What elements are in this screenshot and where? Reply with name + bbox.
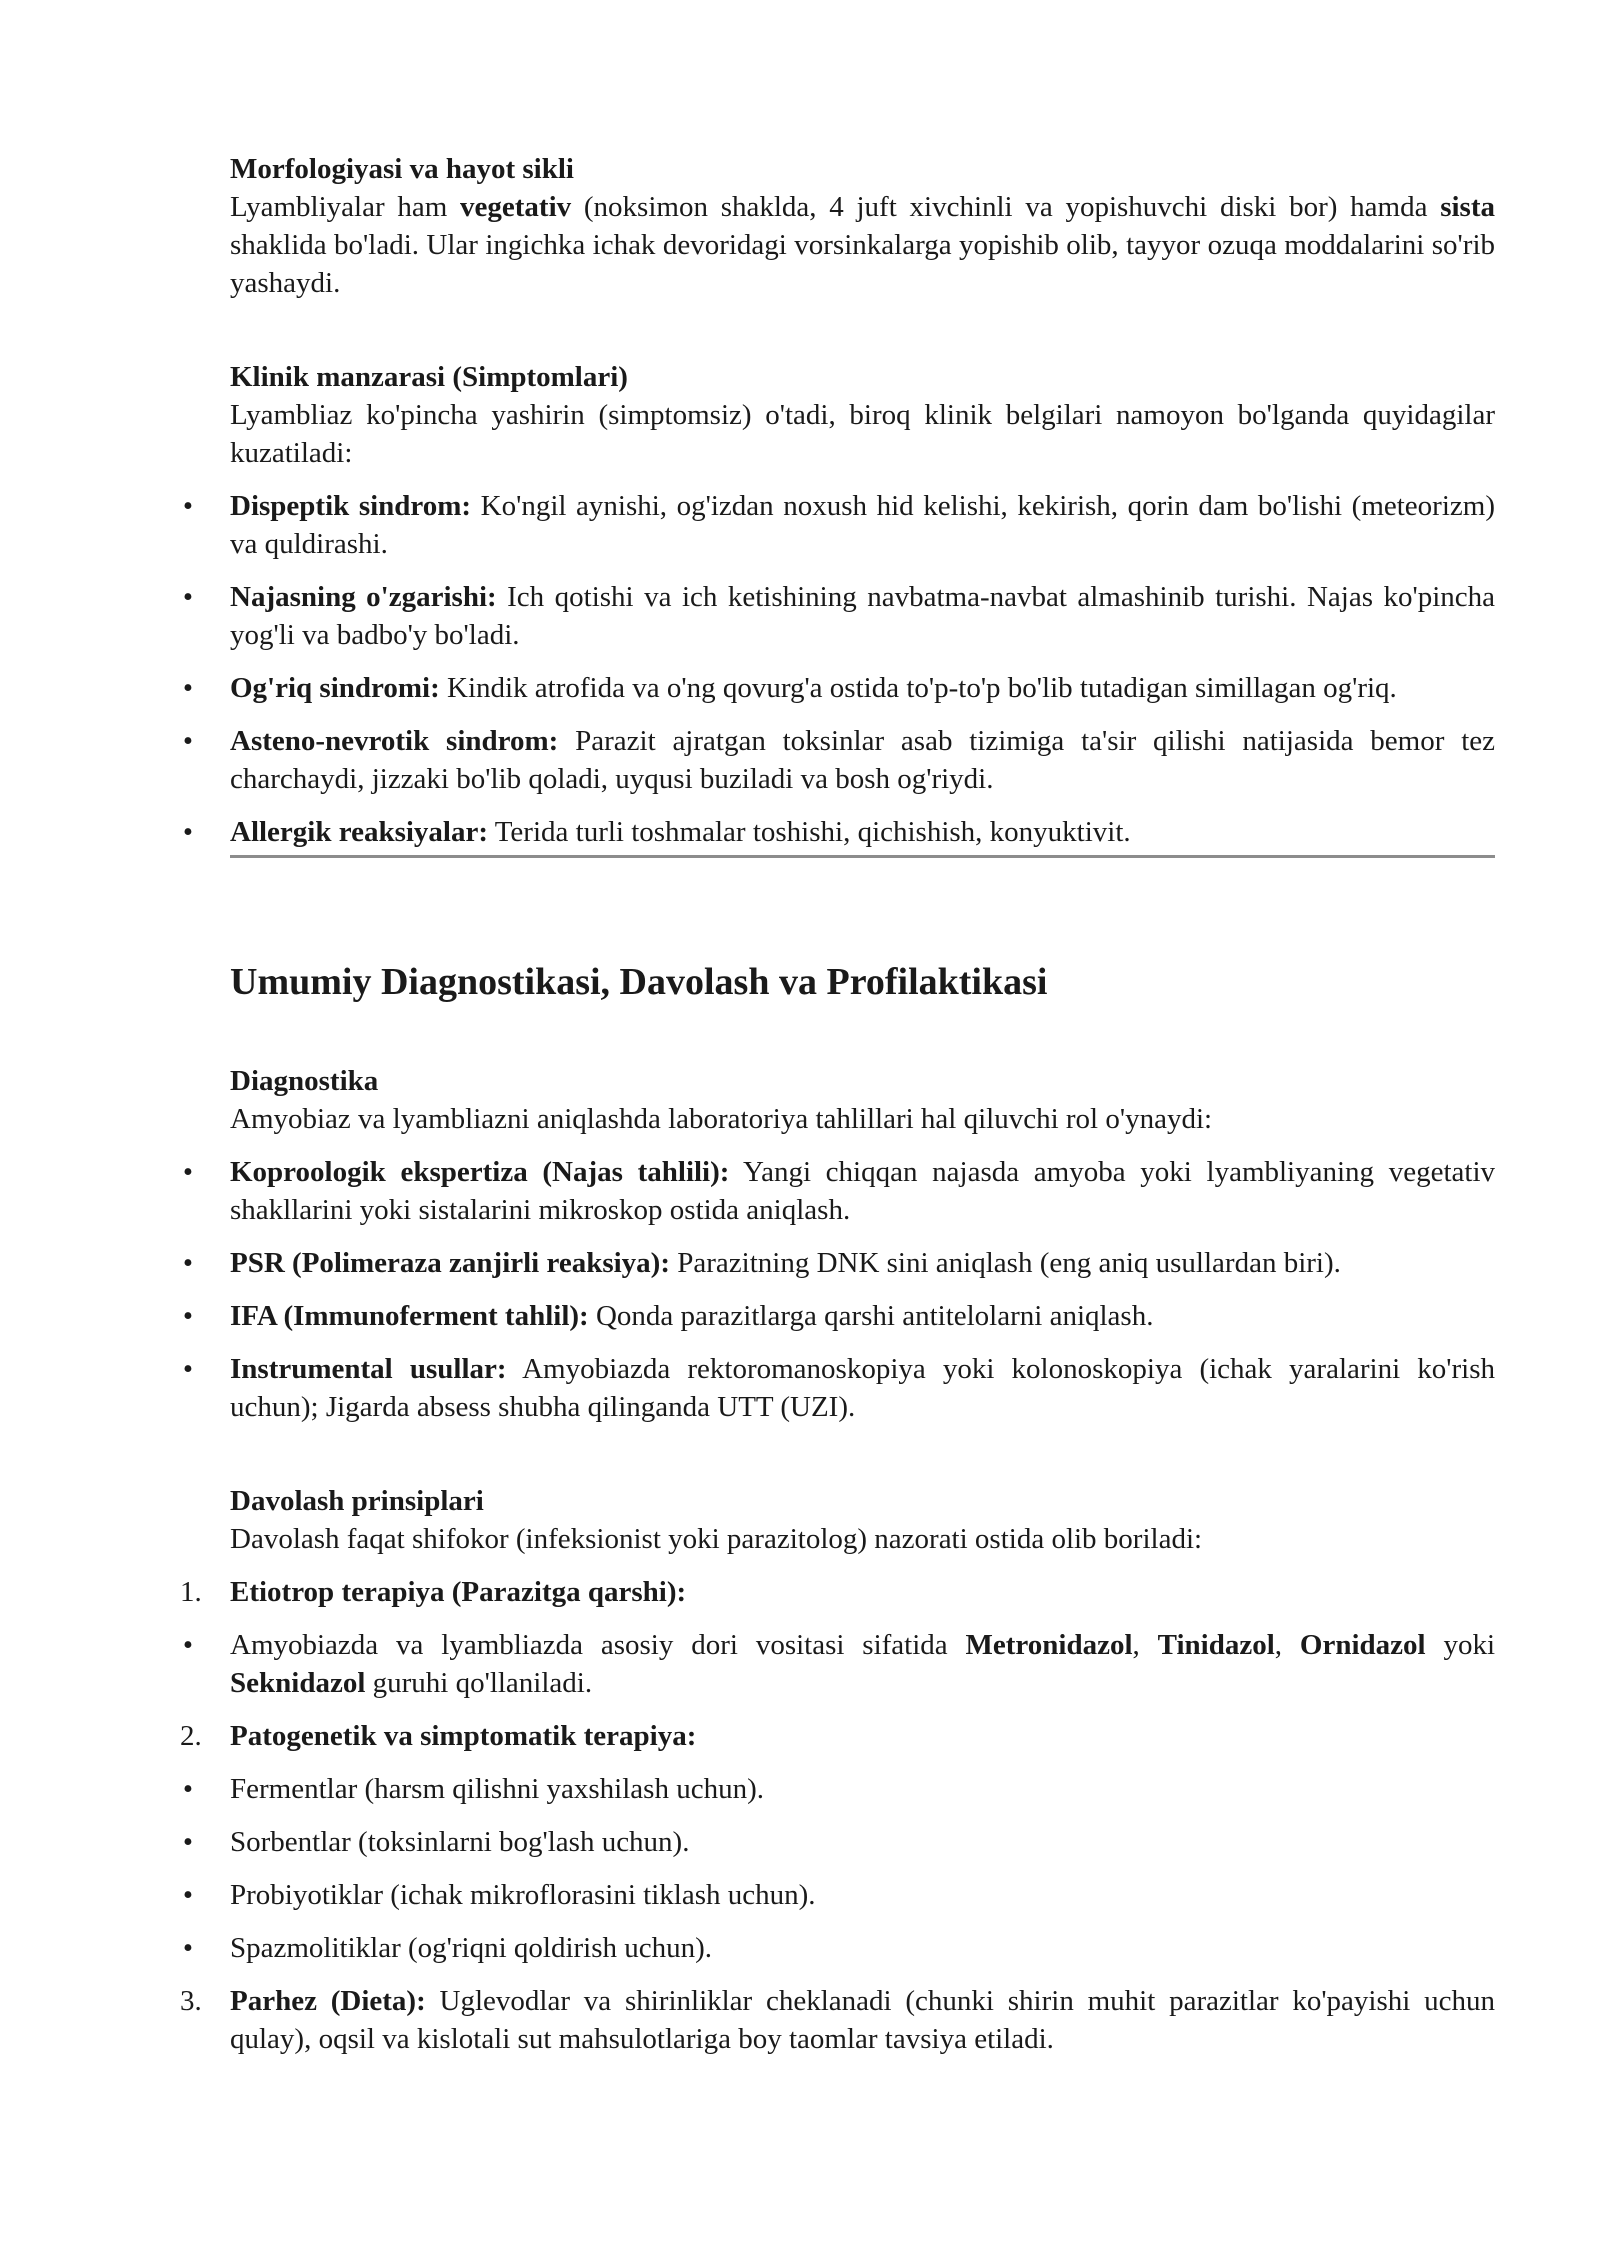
clinical-heading: Klinik manzarasi (Simptomlari) — [230, 361, 628, 393]
list-item — [182, 1770, 1495, 1808]
bullet-icon: • — [182, 1353, 194, 1385]
item-text: Qonda parazitlarga qarshi antitelolarni aniqlash. — [588, 1300, 1154, 1332]
numbered-item — [180, 1982, 1495, 2058]
term-sista: sista — [1440, 191, 1495, 223]
document-page — [180, 150, 1496, 2058]
clinical-intro: Lyambliaz ko'pincha yashirin (simptomsiz) o'tadi, biroq klinik belgilari namoyon bo'lganda quyidagilar kuzatiladi: — [230, 399, 1495, 469]
bullet-icon: • — [182, 816, 194, 848]
list-item — [182, 1244, 1495, 1282]
text-run: guruhi qo'llaniladi. — [365, 1667, 593, 1699]
term-vegetativ: vegetativ — [460, 191, 572, 223]
item-term: IFA (Immunoferment tahlil): — [230, 1300, 589, 1332]
text-run: , — [1132, 1629, 1158, 1661]
treatment-intro: Davolash faqat shifokor (infeksionist yoki parazitolog) nazorati ostida olib boriladi: — [230, 1523, 1203, 1555]
symptom-list — [182, 487, 1495, 851]
list-item — [182, 669, 1495, 707]
item-term: Parhez (Dieta): — [230, 1985, 426, 2017]
item-text: Parazit ajratgan toksinlar asab tizimiga ta'sir qilishi natijasida bemor tez charchaydi, jizzaki bo'lib qoladi, uyqusi buziladi va bosh og'riydi. — [230, 725, 1495, 795]
item-text: Parazitning DNK sini aniqlash (eng aniq usullardan biri). — [670, 1247, 1341, 1279]
item-text: Sorbentlar (toksinlarni bog'lash uchun). — [230, 1826, 690, 1858]
treatment-heading: Davolash prinsiplari — [230, 1485, 484, 1517]
bullet-icon: • — [182, 1247, 194, 1279]
bullet-icon: • — [182, 581, 194, 613]
section-title: Umumiy Diagnostikasi, Davolash va Profilaktikasi — [230, 961, 1048, 1003]
bullet-icon: • — [182, 672, 194, 704]
item-term: Najasning o'zgarishi: — [230, 581, 497, 613]
bullet-icon: • — [182, 1629, 194, 1661]
list-item — [182, 1823, 1495, 1861]
bullet-icon: • — [182, 1879, 194, 1911]
morphology-paragraph — [230, 188, 1495, 302]
item-text: Ko'ngil aynishi, og'izdan noxush hid kelishi, kekirish, qorin dam bo'lishi (meteorizm) va quldirashi. — [230, 490, 1495, 560]
treatment-section — [180, 1482, 1496, 2058]
bullet-icon: • — [182, 725, 194, 757]
numbered-item — [180, 1573, 1495, 1611]
list-item — [182, 813, 1495, 851]
item-term: Etiotrop terapiya (Parazitga qarshi): — [230, 1576, 687, 1608]
item-number: 3. — [180, 1985, 202, 2017]
item-term: Instrumental usullar: — [230, 1353, 507, 1385]
text-run: Amyobiazda va lyambliazda asosiy dori vositasi sifatida — [230, 1629, 966, 1661]
bullet-icon: • — [182, 1773, 194, 1805]
list-item — [182, 487, 1495, 563]
clinical-section — [182, 358, 1495, 858]
item-text: Probiyotiklar (ichak mikroflorasini tiklash uchun). — [230, 1879, 816, 1911]
item-term: Asteno-nevrotik sindrom: — [230, 725, 559, 757]
list-item — [182, 1153, 1496, 1229]
item-term: PSR (Polimeraza zanjirli reaksiya): — [230, 1247, 670, 1279]
drug-name: Seknidazol — [230, 1667, 366, 1699]
item-text: Fermentlar (harsm qilishni yaxshilash uchun). — [230, 1773, 764, 1805]
diagnostics-list — [182, 1153, 1496, 1426]
item-text: Spazmolitiklar (og'riqni qoldirish uchun). — [230, 1932, 713, 1964]
bullet-icon: • — [182, 1156, 194, 1188]
text-run: yoki — [1425, 1629, 1496, 1661]
item-text: Terida turli toshmalar toshishi, qichishish, konyuktivit. — [488, 816, 1131, 848]
item-text: Kindik atrofida va o'ng qovurg'a ostida to'p-to'p bo'lib tutadigan simillagan og'riq. — [439, 672, 1397, 704]
item-text: Ich qotishi va ich ketishining navbatma-navbat almashinib turishi. Najas ko'pincha yog'li va badbo'y bo'ladi. — [230, 581, 1495, 651]
morphology-section — [230, 150, 1495, 302]
item-term: Dispeptik sindrom: — [230, 490, 472, 522]
bullet-icon: • — [182, 1300, 194, 1332]
morphology-heading: Morfologiyasi va hayot sikli — [230, 153, 574, 185]
item-number: 2. — [180, 1720, 202, 1752]
diagnostics-section — [182, 1062, 1496, 1426]
item-text: Uglevodlar va shirinliklar cheklanadi (chunki shirin muhit parazitlar ko'payishi uchun qulay), oqsil va kislotali sut mahsulotlariga boy taomlar tavsiya etiladi. — [230, 1985, 1495, 2055]
bullet-icon: • — [182, 1826, 194, 1858]
text-run: , — [1274, 1629, 1300, 1661]
list-item — [182, 1626, 1496, 1702]
list-item — [182, 578, 1495, 654]
item-term: Og'riq sindromi: — [230, 672, 440, 704]
drug-name: Ornidazol — [1299, 1629, 1426, 1661]
item-term: Allergik reaksiyalar: — [230, 816, 489, 848]
bullet-icon: • — [182, 1932, 194, 1964]
text-run: (noksimon shaklda, 4 juft xivchinli va yopishuvchi diski bor) hamda — [571, 191, 1441, 223]
drug-name: Metronidazol — [965, 1629, 1133, 1661]
bullet-icon: • — [182, 490, 194, 522]
list-item — [182, 1297, 1495, 1335]
text-run: Lyambliyalar ham — [230, 191, 461, 223]
drug-name: Tinidazol — [1157, 1629, 1275, 1661]
item-text: Amyobiazda rektoromanoskopiya yoki kolonoskopiya (ichak yaralarini ko'rish uchun); Jigarda absess shubha qilinganda UTT (UZI). — [230, 1353, 1495, 1423]
item-text: Yangi chiqqan najasda amyoba yoki lyambliyaning vegetativ shakllarini yoki sistalarini mikroskop ostida aniqlash. — [230, 1156, 1496, 1226]
list-item — [182, 1929, 1495, 1967]
list-item — [182, 1350, 1495, 1426]
numbered-item — [180, 1717, 1495, 1755]
diagnostics-heading: Diagnostika — [230, 1065, 379, 1097]
list-item — [182, 722, 1495, 798]
diagnostics-intro: Amyobiaz va lyambliazni aniqlashda laboratoriya tahlillari hal qiluvchi rol o'ynaydi: — [230, 1103, 1213, 1135]
item-term: Koproologik ekspertiza (Najas tahlili): — [230, 1156, 730, 1188]
text-run: shaklida bo'ladi. Ular ingichka ichak devoridagi vorsinkalarga yopishib olib, tayyor ozuqa moddalarini so'rib yashaydi. — [230, 229, 1495, 299]
item-term: Patogenetik va simptomatik terapiya: — [230, 1720, 697, 1752]
list-item — [182, 1876, 1495, 1914]
item-number: 1. — [180, 1576, 202, 1608]
